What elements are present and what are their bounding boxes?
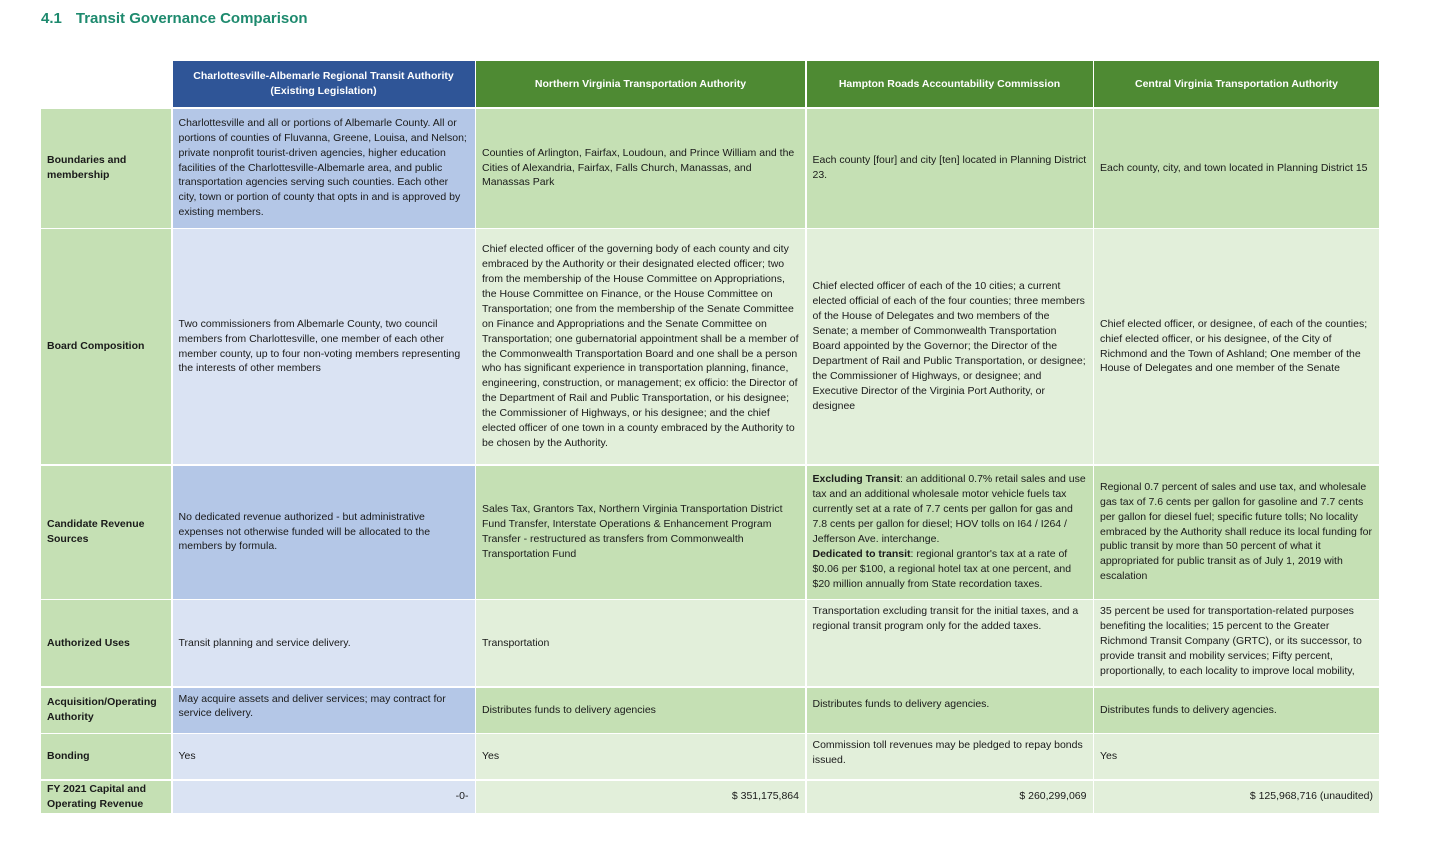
column-header-crta — [173, 61, 475, 107]
table-cell: Regional 0.7 percent of sales and use tax, and wholesale gas tax of 7.6 cents per gallon for gasoline and 7.7 cents per gallon for diesel fuel; specific future tolls; No locality embraced by the Authority shall reduce its local funding for public transit by more than 50 percent of what it appropriated for public transit as of July 1, 2019 with escalation — [1094, 466, 1379, 599]
table-cell: Yes — [476, 734, 805, 779]
table-cell: Two commissioners from Albemarle County, two council members from Charlottesville, one member of each other member county, up to four non-voting members representing the interests of other members — [173, 229, 475, 464]
table-cell: Transit planning and service delivery. — [173, 600, 475, 686]
table-cell: Charlottesville and all or portions of Albemarle County. All or portions of counties of Fluvanna, Greene, Louisa, and Nelson; private nonprofit tourist-driven agencies, higher education facilities of the Charlottesville-Albemarle area, and public transportation agencies serving such counties. Each other city, town or portion of county that opts in and is approved by existing members. — [173, 109, 475, 228]
table-cell: Distributes funds to delivery agencies. — [807, 688, 1093, 733]
governance-comparison-table — [41, 61, 1373, 810]
row-label-revenue-sources: Candidate Revenue Sources — [41, 466, 171, 599]
row-label-boundaries: Boundaries and membership — [41, 109, 171, 228]
table-cell: Transportation excluding transit for the initial taxes, and a regional transit program only for the added taxes. — [807, 600, 1093, 686]
table-corner — [41, 61, 171, 107]
table-cell: Yes — [1094, 734, 1379, 779]
excluding-transit-label: Excluding Transit — [812, 473, 901, 486]
section-heading — [41, 10, 308, 27]
table-cell: 35 percent be used for transportation-related purposes benefiting the localities; 15 percent to the Greater Richmond Transit Company (GRTC), or its successor, to provide transit and mobility services; Fifty percent, proportionally, to each locality to improve local mobility, — [1094, 600, 1379, 686]
table-cell-hampton-revenue — [807, 466, 1093, 599]
table-cell: Each county, city, and town located in Planning District 15 — [1094, 109, 1379, 228]
table-cell: Transportation — [476, 600, 805, 686]
row-label-fy2021-revenue: FY 2021 Capital and Operating Revenue — [41, 781, 171, 813]
column-header-crta-name: Charlottesville-Albemarle Regional Transit Authority — [193, 70, 454, 82]
column-header-hrac-name: Hampton Roads Accountability Commission — [838, 77, 1061, 90]
table-cell: Chief elected officer of each of the 10 cities; a current elected official of each of the four counties; three members of the House of Delegates and two members of the Senate; a member of Commonwealth Transportation Board appointed by the Governor; the Director of the Department of Rail and Public Transportation, or designee; the Commissioner of Highways, or designee; and Executive Director of the Virginia Port Authority, or designee — [807, 229, 1093, 464]
column-header-nvta — [476, 61, 805, 107]
table-cell: No dedicated revenue authorized - but administrative expenses not otherwise funded will be allocated to the members by formula. — [173, 466, 475, 599]
column-header-cvta-name: Central Virginia Transportation Authority — [1134, 77, 1339, 90]
table-cell: Each county [four] and city [ten] located in Planning District 23. — [807, 109, 1093, 228]
table-cell: Chief elected officer of the governing body of each county and city embraced by the Authority or their designated elected officer; two from the membership of the House Committee on Appropriations, the House Committee on Finance, or the House Committee on Transportation; one from the membership of the Senate Committee on Finance and Appropriations and the Senate Committee on Transportation; one gubernatorial appointment shall be a member of the Commonwealth Transportation Board and one shall be a person who has significant experience in transportation planning, finance, engineering, construction, or management; ex officio: the Director of the Department of Rail and Public Transportation, or his designee; the Commissioner of Highways, or his designee; and the chief elected officer of one town in a county embraced by the Authority to be chosen by the Authority. — [476, 229, 805, 464]
row-label-board-composition: Board Composition — [41, 229, 171, 464]
table-cell: -0- — [173, 781, 475, 813]
table-cell: Yes — [173, 734, 475, 779]
section-title: Transit Governance Comparison — [75, 10, 308, 27]
table-cell: $ 125,968,716 (unaudited) — [1094, 781, 1379, 813]
excluding-transit-text: : an additional 0.7% retail sales and use tax and an additional wholesale motor vehicle fuels tax currently set at a rate of 7.7 cents per gallon for gas and 7.8 cents per gallon for diesel; HOV tolls on I64 / I264 / Jefferson Ave. interchange. — [812, 473, 1086, 545]
column-header-nvta-name: Northern Virginia Transportation Authority — [534, 77, 747, 90]
row-label-bonding: Bonding — [41, 734, 171, 779]
column-header-crta-sub: (Existing Legislation) — [270, 85, 377, 97]
section-number: 4.1 — [41, 10, 62, 27]
dedicated-transit-label: Dedicated to transit — [812, 547, 911, 560]
table-cell: Counties of Arlington, Fairfax, Loudoun, and Prince William and the Cities of Alexandria, Fairfax, Falls Church, Manassas, and Manassas Park — [476, 109, 805, 228]
table-cell: Distributes funds to delivery agencies. — [1094, 688, 1379, 733]
dedicated-transit-text: : regional grantor's tax at a rate of $0.06 per $100, a regional hotel tax at one percent, and $20 million annually from State recordation taxes. — [812, 547, 1072, 590]
table-cell: Commission toll revenues may be pledged to repay bonds issued. — [807, 734, 1093, 779]
table-cell: $ 260,299,069 — [807, 781, 1093, 813]
table-cell: Chief elected officer, or designee, of each of the counties; chief elected officer, or his designee, of the City of Richmond and the Town of Ashland; One member of the House of Delegates and one member of the Senate — [1094, 229, 1379, 464]
row-label-authorized-uses: Authorized Uses — [41, 600, 171, 686]
table-cell: May acquire assets and deliver services; may contract for service delivery. — [173, 688, 475, 733]
table-cell: Distributes funds to delivery agencies — [476, 688, 805, 733]
table-cell: Sales Tax, Grantors Tax, Northern Virginia Transportation District Fund Transfer, Interstate Operations & Enhancement Program Transfer - restructured as transfers from Commonwealth Transportation Fund — [476, 466, 805, 599]
column-header-hrac — [807, 61, 1093, 107]
row-label-acquisition-authority: Acquisition/Operating Authority — [41, 688, 171, 733]
table-cell: $ 351,175,864 — [476, 781, 805, 813]
column-header-cvta — [1094, 61, 1379, 107]
